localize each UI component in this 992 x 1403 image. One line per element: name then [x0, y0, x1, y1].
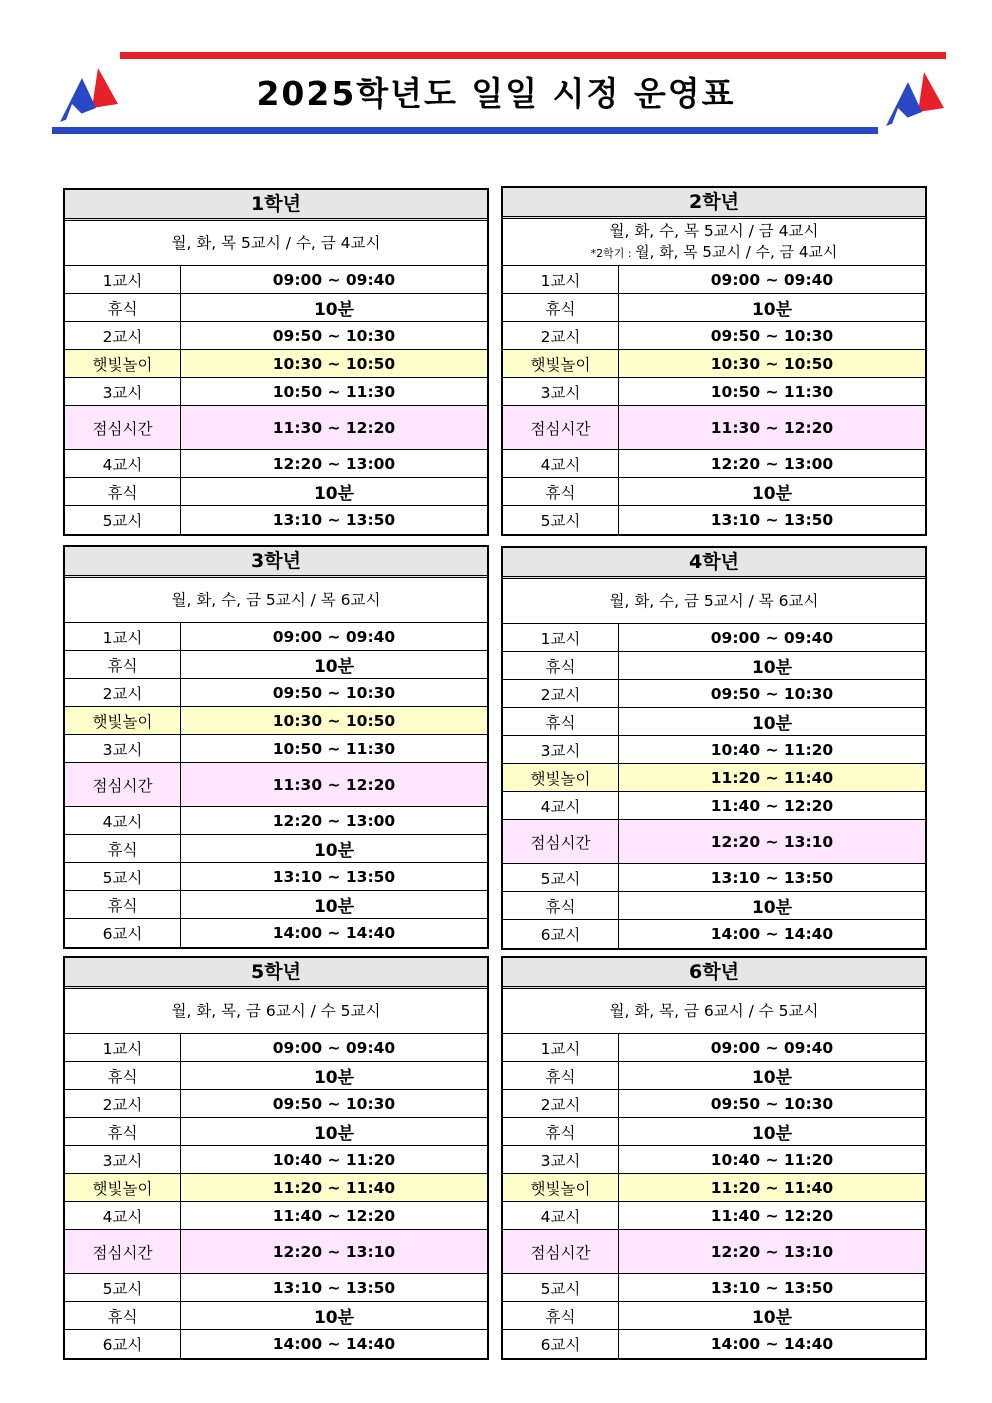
schedule-row [65, 1330, 487, 1358]
blue-header-bar [52, 127, 878, 134]
row-label: 점심시간 [65, 406, 181, 449]
row-time: 09:50 ~ 10:30 [710, 1094, 834, 1113]
schedule-row [503, 378, 925, 406]
days-summary [503, 219, 925, 266]
schedule-row [65, 891, 487, 919]
schedule-row [503, 350, 925, 378]
page-title: 2025학년도 일일 시정 운영표 [256, 74, 736, 113]
row-time: 10분 [313, 1124, 355, 1144]
schedule-row [65, 623, 487, 651]
grade-schedule-table [63, 956, 489, 1360]
schedule-row [65, 1274, 487, 1302]
row-label: 3교시 [503, 736, 619, 763]
schedule-row [503, 892, 925, 920]
row-label: 3교시 [503, 378, 619, 405]
row-time: 10분 [751, 1068, 793, 1088]
row-time: 10분 [313, 300, 355, 320]
row-time: 12:20 ~ 13:00 [272, 811, 396, 830]
schedule-row [65, 266, 487, 294]
grade-schedule-table [63, 188, 489, 536]
row-label: 1교시 [503, 624, 619, 651]
schedule-row [503, 506, 925, 534]
row-label: 4교시 [65, 450, 181, 477]
row-time: 12:20 ~ 13:10 [710, 832, 834, 851]
schedule-row [503, 1146, 925, 1174]
row-time: 10:40 ~ 11:20 [272, 1150, 396, 1169]
row-time: 10분 [313, 1068, 355, 1088]
days-summary [65, 578, 487, 623]
grade-schedule-table [501, 956, 927, 1360]
row-time: 14:00 ~ 14:40 [272, 924, 396, 942]
row-time: 09:00 ~ 09:40 [272, 627, 396, 646]
schedule-row [503, 1230, 925, 1274]
row-label: 점심시간 [503, 406, 619, 449]
row-label: 점심시간 [65, 1230, 181, 1273]
schedule-row [503, 1330, 925, 1358]
row-label: 3교시 [65, 1146, 181, 1173]
row-label: 1교시 [65, 266, 181, 293]
schedule-row [503, 708, 925, 736]
schedule-row [503, 764, 925, 792]
days-summary [503, 579, 925, 624]
schedule-row [65, 679, 487, 707]
row-label: 3교시 [65, 735, 181, 762]
schedule-row [503, 294, 925, 322]
row-time: 12:20 ~ 13:10 [710, 1242, 834, 1261]
row-time: 09:00 ~ 09:40 [710, 270, 834, 289]
grade-title: 5학년 [65, 958, 487, 989]
days-line: 월, 화, 수, 목 5교시 / 금 4교시 [609, 221, 819, 240]
schedule-row [65, 1174, 487, 1202]
row-label: 햇빛놀이 [65, 350, 181, 377]
row-label: 휴식 [503, 652, 619, 679]
schedule-row [503, 624, 925, 652]
row-time: 10분 [751, 658, 793, 678]
row-time: 10:30 ~ 10:50 [272, 354, 396, 373]
schedule-row [503, 1062, 925, 1090]
schedule-row [503, 1090, 925, 1118]
row-time: 09:00 ~ 09:40 [710, 628, 834, 647]
row-time: 14:00 ~ 14:40 [710, 925, 834, 943]
schedule-row [503, 864, 925, 892]
schedule-row [503, 406, 925, 450]
row-label: 1교시 [65, 1034, 181, 1061]
row-label: 2교시 [65, 1090, 181, 1117]
row-time: 10분 [751, 1308, 793, 1328]
row-label: 6교시 [65, 1330, 181, 1358]
schedule-row [65, 1146, 487, 1174]
days-line: 월, 화, 목 5교시 / 수, 금 4교시 [171, 233, 381, 252]
row-time: 11:30 ~ 12:20 [710, 418, 834, 437]
row-time: 09:00 ~ 09:40 [710, 1038, 834, 1057]
row-time: 13:10 ~ 13:50 [710, 1278, 834, 1297]
schedule-row [65, 406, 487, 450]
schedule-row [65, 835, 487, 863]
schedule-row [503, 322, 925, 350]
row-label: 휴식 [503, 294, 619, 321]
row-label: 4교시 [503, 450, 619, 477]
grade-title: 1학년 [65, 190, 487, 221]
schedule-row [503, 920, 925, 948]
schedule-row [503, 1302, 925, 1330]
days-line: 월, 화, 수, 금 5교시 / 목 6교시 [171, 590, 381, 609]
row-label: 3교시 [65, 378, 181, 405]
row-label: 휴식 [503, 478, 619, 505]
grade-schedule-table [501, 186, 927, 536]
row-time: 09:50 ~ 10:30 [272, 326, 396, 345]
schedule-row [503, 736, 925, 764]
schedule-row [65, 1062, 487, 1090]
schedule-row [65, 707, 487, 735]
row-label: 3교시 [503, 1146, 619, 1173]
row-label: 햇빛놀이 [65, 1174, 181, 1201]
row-label: 4교시 [65, 807, 181, 834]
schedule-row [65, 450, 487, 478]
schedule-row [65, 322, 487, 350]
schedule-row [65, 378, 487, 406]
row-time: 09:00 ~ 09:40 [272, 270, 396, 289]
row-label: 5교시 [65, 863, 181, 890]
row-label: 5교시 [503, 864, 619, 891]
row-time: 10분 [751, 714, 793, 734]
grade-title: 2학년 [503, 188, 925, 219]
schedule-row [503, 1274, 925, 1302]
row-label: 4교시 [503, 792, 619, 819]
row-label: 2교시 [503, 1090, 619, 1117]
schedule-row [65, 807, 487, 835]
row-time: 10분 [313, 484, 355, 504]
schedule-row [503, 1118, 925, 1146]
row-time: 09:50 ~ 10:30 [272, 683, 396, 702]
row-label: 휴식 [503, 1062, 619, 1089]
row-time: 11:30 ~ 12:20 [272, 775, 396, 794]
row-time: 14:00 ~ 14:40 [710, 1335, 834, 1353]
row-label: 휴식 [503, 892, 619, 919]
row-label: 1교시 [503, 266, 619, 293]
row-label: 휴식 [65, 835, 181, 862]
schedule-row [503, 478, 925, 506]
row-label: 2교시 [65, 322, 181, 349]
row-label: 휴식 [65, 891, 181, 918]
row-label: 6교시 [503, 920, 619, 948]
grade-schedule-table [501, 546, 927, 950]
days-line: 월, 화, 목, 금 6교시 / 수 5교시 [609, 1001, 819, 1020]
row-time: 10분 [751, 1124, 793, 1144]
row-time: 12:20 ~ 13:00 [272, 454, 396, 473]
row-time: 10:40 ~ 11:20 [710, 740, 834, 759]
row-label: 6교시 [503, 1330, 619, 1358]
row-label: 1교시 [65, 623, 181, 650]
row-label: 휴식 [65, 294, 181, 321]
row-time: 11:40 ~ 12:20 [710, 796, 834, 815]
schedule-row [65, 919, 487, 947]
schedule-row [65, 863, 487, 891]
row-label: 2교시 [65, 679, 181, 706]
schedule-row [65, 1090, 487, 1118]
row-time: 10:30 ~ 10:50 [710, 354, 834, 373]
row-time: 11:30 ~ 12:20 [272, 418, 396, 437]
row-label: 휴식 [65, 1302, 181, 1329]
row-time: 11:40 ~ 12:20 [710, 1206, 834, 1225]
row-label: 햇빛놀이 [65, 707, 181, 734]
row-time: 10분 [751, 484, 793, 504]
grade-title: 3학년 [65, 547, 487, 578]
days-summary [65, 989, 487, 1034]
schedule-row [503, 1034, 925, 1062]
grade-schedule-table [63, 545, 489, 949]
schedule-row [65, 478, 487, 506]
grade-title: 6학년 [503, 958, 925, 989]
schedule-row [503, 792, 925, 820]
schedule-row [65, 1230, 487, 1274]
row-label: 점심시간 [503, 1230, 619, 1273]
row-label: 2교시 [503, 680, 619, 707]
row-time: 13:10 ~ 13:50 [272, 867, 396, 886]
row-label: 1교시 [503, 1034, 619, 1061]
row-label: 5교시 [65, 1274, 181, 1301]
schedule-row [65, 1118, 487, 1146]
schedule-row [65, 1302, 487, 1330]
days-line-text: 월, 화, 목 5교시 / 수, 금 4교시 [635, 242, 838, 261]
row-label: 휴식 [65, 1062, 181, 1089]
schedule-row [65, 294, 487, 322]
schedule-row [65, 651, 487, 679]
days-summary [503, 989, 925, 1034]
schedule-row [503, 1202, 925, 1230]
row-time: 10:50 ~ 11:30 [272, 382, 396, 401]
schedule-row [65, 735, 487, 763]
row-time: 11:20 ~ 11:40 [710, 1178, 834, 1197]
row-time: 10분 [313, 1308, 355, 1328]
row-label: 휴식 [503, 1118, 619, 1145]
row-label: 점심시간 [65, 763, 181, 806]
row-label: 햇빛놀이 [503, 350, 619, 377]
row-time: 09:00 ~ 09:40 [272, 1038, 396, 1057]
row-time: 11:20 ~ 11:40 [710, 768, 834, 787]
row-time: 14:00 ~ 14:40 [272, 1335, 396, 1353]
row-time: 10분 [751, 898, 793, 918]
row-label: 휴식 [503, 708, 619, 735]
row-time: 13:10 ~ 13:50 [272, 511, 396, 529]
row-label: 5교시 [503, 506, 619, 534]
page-header [0, 0, 992, 150]
row-time: 13:10 ~ 13:50 [710, 868, 834, 887]
schedule-row [65, 1202, 487, 1230]
row-label: 5교시 [65, 506, 181, 534]
schedule-row [65, 763, 487, 807]
days-line: 월, 화, 수, 금 5교시 / 목 6교시 [609, 591, 819, 610]
schedule-row [503, 820, 925, 864]
row-time: 09:50 ~ 10:30 [710, 684, 834, 703]
row-time: 10분 [313, 897, 355, 917]
row-time: 12:20 ~ 13:10 [272, 1242, 396, 1261]
row-label: 4교시 [503, 1202, 619, 1229]
row-time: 10:30 ~ 10:50 [272, 711, 396, 730]
row-time: 10:40 ~ 11:20 [710, 1150, 834, 1169]
row-time: 10분 [313, 657, 355, 677]
schedule-row [503, 450, 925, 478]
schedule-row [503, 266, 925, 294]
row-label: 2교시 [503, 322, 619, 349]
schedule-row [65, 506, 487, 534]
row-time: 10:50 ~ 11:30 [710, 382, 834, 401]
row-time: 13:10 ~ 13:50 [272, 1278, 396, 1297]
row-label: 휴식 [65, 651, 181, 678]
row-label: 4교시 [65, 1202, 181, 1229]
schedule-row [503, 1174, 925, 1202]
row-time: 11:40 ~ 12:20 [272, 1206, 396, 1225]
row-label: 휴식 [503, 1302, 619, 1329]
semester-note: *2학기 : [590, 246, 636, 260]
row-time: 13:10 ~ 13:50 [710, 511, 834, 529]
row-label: 휴식 [65, 478, 181, 505]
row-label: 5교시 [503, 1274, 619, 1301]
row-label: 햇빛놀이 [503, 1174, 619, 1201]
red-header-bar [120, 52, 946, 59]
row-label: 점심시간 [503, 820, 619, 863]
row-label: 휴식 [65, 1118, 181, 1145]
row-time: 10분 [313, 841, 355, 861]
grade-title: 4학년 [503, 548, 925, 579]
row-time: 09:50 ~ 10:30 [710, 326, 834, 345]
row-time: 10분 [751, 300, 793, 320]
row-time: 12:20 ~ 13:00 [710, 454, 834, 473]
row-time: 10:50 ~ 11:30 [272, 739, 396, 758]
row-time: 11:20 ~ 11:40 [272, 1178, 396, 1197]
schedule-row [503, 680, 925, 708]
schedule-row [65, 1034, 487, 1062]
days-line-second-semester [591, 242, 838, 264]
days-summary [65, 221, 487, 266]
schedule-row [65, 350, 487, 378]
row-time: 09:50 ~ 10:30 [272, 1094, 396, 1113]
days-line: 월, 화, 목, 금 6교시 / 수 5교시 [171, 1001, 381, 1020]
schedule-row [503, 652, 925, 680]
row-label: 6교시 [65, 919, 181, 947]
row-label: 햇빛놀이 [503, 764, 619, 791]
